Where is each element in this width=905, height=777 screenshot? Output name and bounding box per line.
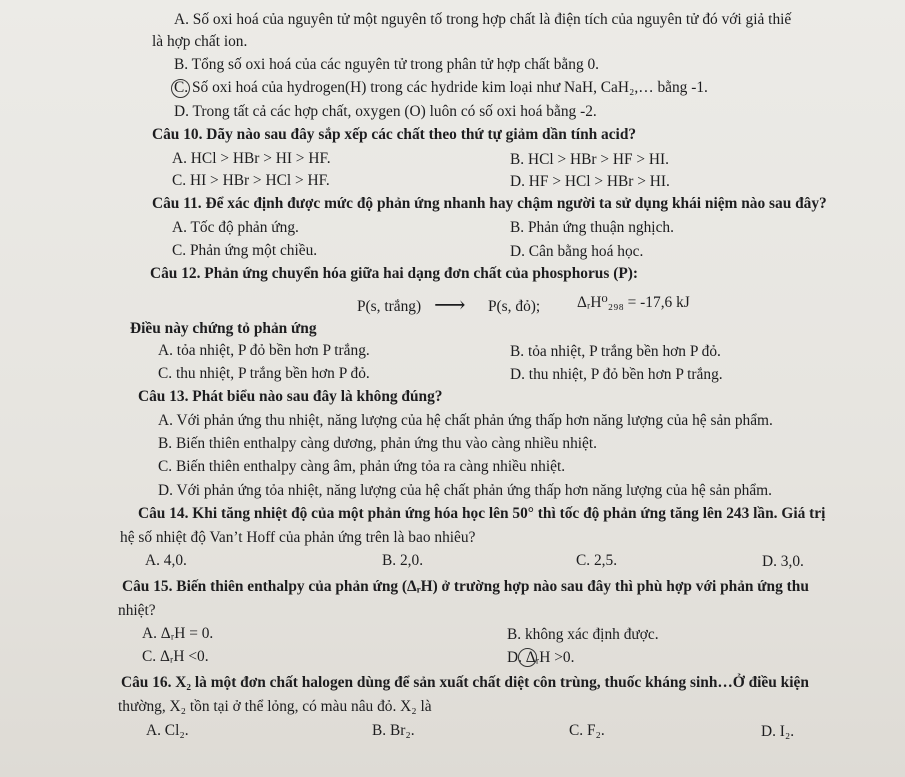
q9-option-d: D. Trong tất cả các hợp chất, oxygen (O) luôn có số oxi hoá bằng -2. [174,103,597,120]
q15-option-a: A. ΔᵣH = 0. [142,625,214,642]
answer-circle-mark [171,79,190,98]
q11-option-a: A. Tốc độ phản ứng. [172,219,299,236]
q11-stem: Câu 11. Để xác định được mức độ phản ứng nhanh hay chậm người ta sử dụng khái niệm nào sau đây? [152,195,827,212]
q16-stem-cont: thường, X₂ tồn tại ở thể lỏng, có màu nâu đỏ. X₂ là [118,698,432,715]
q11-option-d: D. Cân bằng hoá học. [510,243,644,260]
q12-option-c: C. thu nhiệt, P trắng bền hơn P đỏ. [158,365,370,382]
q15-option-c: C. ΔᵣH <0. [142,648,209,665]
q11-option-b: B. Phản ứng thuận nghịch. [510,219,674,236]
q14-stem: Câu 14. Khi tăng nhiệt độ của một phản ứng hóa học lên 50° thì tốc độ phản ứng tăng lên 243 lần. Giá trị [138,505,826,522]
q14-option-b: B. 2,0. [382,552,424,569]
q11-option-c: C. Phản ứng một chiều. [172,242,318,259]
q16-option-c: C. F₂. [569,722,605,739]
q13-option-d: D. Với phản ứng tỏa nhiệt, năng lượng của hệ chất phản ứng thấp hơn năng lượng của hệ sản phẩm. [158,482,773,499]
q13-stem: Câu 13. Phát biểu nào sau đây là không đúng? [138,388,443,405]
q16-option-d: D. I₂. [761,723,795,740]
q10-stem: Câu 10. Dãy nào sau đây sắp xếp các chất theo thứ tự giảm dần tính acid? [152,126,637,143]
q14-option-d: D. 3,0. [762,553,804,570]
q9-option-b: B. Tổng số oxi hoá của các nguyên tử trong phân tử hợp chất bằng 0. [174,56,600,73]
q12-lead: Điều này chứng tỏ phản ứng [130,320,317,337]
q9-option-c: C. Số oxi hoá của hydrogen(H) trong các hydride kim loại như NaH, CaH₂,… bằng -1. [174,79,708,96]
q10-option-c: C. HI > HBr > HCl > HF. [172,172,330,189]
q15-stem: Câu 15. Biến thiên enthalpy của phản ứng (ΔᵣH) ở trường hợp nào sau đây thì phù hợp với phản ứng thu [122,578,809,595]
q15-option-b: B. không xác định được. [507,626,659,643]
q10-option-b: B. HCl > HBr > HF > HI. [510,151,670,168]
q9-option-a: A. Số oxi hoá của nguyên tử một nguyên tố trong hợp chất là điện tích của nguyên tử đó với giả thiế [174,11,792,28]
q16-stem: Câu 16. X₂ là một đơn chất halogen dùng để sản xuất chất diệt côn trùng, thuốc kháng sinh…Ở điều kiện [121,674,809,691]
q12-option-a: A. tỏa nhiệt, P đỏ bền hơn P trắng. [158,342,370,359]
q14-option-a: A. 4,0. [145,552,187,569]
q13-option-c: C. Biến thiên enthalpy càng âm, phản ứng tỏa ra càng nhiều nhiệt. [158,458,566,475]
q10-option-d: D. HF > HCl > HBr > HI. [510,173,670,190]
q14-option-c: C. 2,5. [576,552,618,569]
reaction-arrow-icon: ⟶ [434,292,466,317]
q12-equation-right: P(s, đỏ); [488,298,541,315]
q9-option-a-cont: là hợp chất ion. [152,33,248,50]
q16-option-a: A. Cl₂. [146,722,189,739]
q15-stem-cont: nhiệt? [118,602,156,619]
q12-option-d: D. thu nhiệt, P đỏ bền hơn P trắng. [510,366,723,383]
answer-circle-mark [518,648,537,667]
q14-stem-cont: hệ số nhiệt độ Van’t Hoff của phản ứng trên là bao nhiêu? [120,529,476,546]
q12-option-b: B. tỏa nhiệt, P trắng bền hơn P đỏ. [510,343,721,360]
q12-equation-enthalpy: ΔᵣH⁰₂₉₈ = -17,6 kJ [577,294,690,311]
q13-option-a: A. Với phản ứng thu nhiệt, năng lượng của hệ chất phản ứng thấp hơn năng lượng của hệ sản phẩm. [158,412,773,429]
q12-equation-left: P(s, trắng) [357,298,422,315]
q10-option-a: A. HCl > HBr > HI > HF. [172,150,331,167]
q13-option-b: B. Biến thiên enthalpy càng dương, phản ứng thu vào càng nhiều nhiệt. [158,435,597,452]
q15-option-d: D. ΔᵣH >0. [507,649,575,666]
q12-stem: Câu 12. Phản ứng chuyển hóa giữa hai dạng đơn chất của phosphorus (P): [150,265,638,282]
q16-option-b: B. Br₂. [372,722,415,739]
